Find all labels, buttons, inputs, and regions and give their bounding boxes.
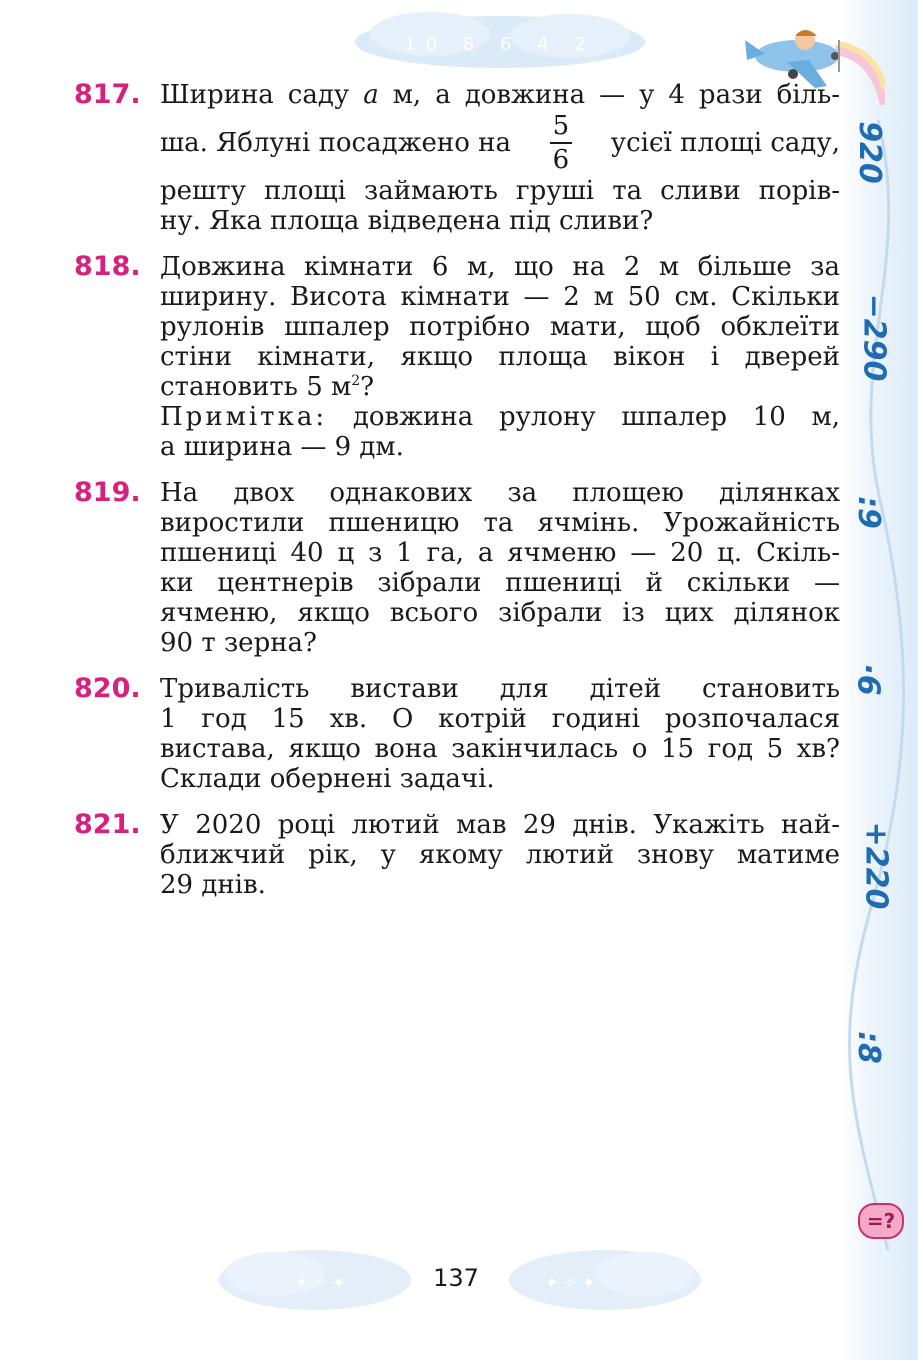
text-line: 90 т зерна? bbox=[160, 628, 317, 658]
problem-number: 819. bbox=[74, 477, 141, 508]
top-cloud-numbers: 10 8 6 4 2 bbox=[404, 34, 596, 55]
text-line: 29 днів. bbox=[160, 870, 266, 900]
note-line: а ширина — 9 дм. bbox=[160, 432, 404, 462]
text-line: ячменю, якщо всього зібрали із цих ділянок bbox=[160, 598, 840, 628]
note-label: Примітка: bbox=[160, 402, 328, 432]
problem-text bbox=[160, 810, 840, 900]
svg-text:✦ ✧ ✦: ✦ ✧ ✦ bbox=[295, 1273, 346, 1292]
note-line: Примітка: довжина рулону шпалер 10 м, bbox=[160, 402, 840, 432]
text-line: Довжина кімнати 6 м, що на 2 м більше за bbox=[160, 252, 840, 282]
text-line: стіни кімнати, якщо площа вікон і дверей bbox=[160, 342, 840, 372]
text-line: На двох однакових за площею ділянках bbox=[160, 478, 840, 508]
side-label-minus-290: −290 bbox=[856, 293, 892, 382]
text-line: ки центнерів зібрали пшениці й скільки — bbox=[160, 568, 840, 598]
side-label-div-8: :8 bbox=[850, 1031, 886, 1064]
page-number: 137 bbox=[433, 1264, 479, 1292]
text-line: 1 год 15 хв. О котрій годині розпочалася bbox=[160, 704, 840, 734]
problem-number: 820. bbox=[74, 673, 141, 704]
side-label-mul-6: ·6 bbox=[850, 663, 886, 696]
problem-821 bbox=[74, 810, 840, 900]
text-line: решту площі займають груші та сливи порів- bbox=[160, 176, 840, 206]
problem-text bbox=[160, 252, 840, 462]
problem-text bbox=[160, 674, 840, 794]
text-line: ширину. Висота кімнати — 2 м 50 см. Скільки bbox=[160, 282, 840, 312]
problem-text bbox=[160, 80, 840, 236]
side-label-div-9: :9 bbox=[850, 496, 886, 529]
problem-number: 821. bbox=[74, 809, 141, 840]
text-line: рулонів шпалер потрібно мати, щоб обклеїти bbox=[160, 312, 840, 342]
question-badge-icon: =? bbox=[858, 1203, 904, 1239]
text-line: Ширина саду a м, а довжина — у 4 рази біль- bbox=[160, 80, 841, 110]
problem-819 bbox=[74, 478, 840, 658]
text-line: Склади обернені задачі. bbox=[160, 764, 495, 794]
fraction bbox=[550, 112, 572, 174]
bottom-cloud-left bbox=[215, 1238, 415, 1318]
text-line: У 2020 році лютий мав 29 днів. Укажіть най- bbox=[160, 810, 840, 840]
text-line: пшениці 40 ц з 1 га, а ячменю — 20 ц. Скіль- bbox=[160, 538, 840, 568]
variable-a: a bbox=[363, 80, 379, 110]
fraction-numerator: 5 bbox=[552, 111, 570, 141]
fraction-denominator: 6 bbox=[552, 145, 570, 175]
problem-818 bbox=[74, 252, 840, 462]
side-label-920: 920 bbox=[851, 121, 887, 184]
text-line: ну. Яка площа відведена під сливи? bbox=[160, 206, 654, 236]
problem-list bbox=[74, 80, 840, 916]
side-label-plus-220: +220 bbox=[858, 821, 894, 910]
problem-number: 817. bbox=[74, 79, 141, 110]
problem-817 bbox=[74, 80, 840, 236]
problem-text bbox=[160, 478, 840, 658]
text-line: вистава, якщо вона закінчилась о 15 год 5 хв? bbox=[160, 734, 840, 764]
top-cloud-decor bbox=[350, 8, 650, 70]
text-line: ближчий рік, у якому лютий знову матиме bbox=[160, 840, 840, 870]
bottom-cloud-right bbox=[505, 1238, 705, 1318]
text-line: Тривалість вистави для дітей становить bbox=[160, 674, 840, 704]
problem-number: 818. bbox=[74, 251, 141, 282]
text-line: становить 5 $м^2$? bbox=[160, 372, 375, 402]
text-line-with-fraction: ша. Яблуні посаджено на $\frac{5}{6}$ усієї площі саду, bbox=[160, 111, 840, 175]
svg-text:✦ ✧ ✦: ✦ ✧ ✦ bbox=[545, 1273, 596, 1292]
text-line: виростили пшеницю та ячмінь. Урожайність bbox=[160, 508, 840, 538]
problem-820 bbox=[74, 674, 840, 794]
